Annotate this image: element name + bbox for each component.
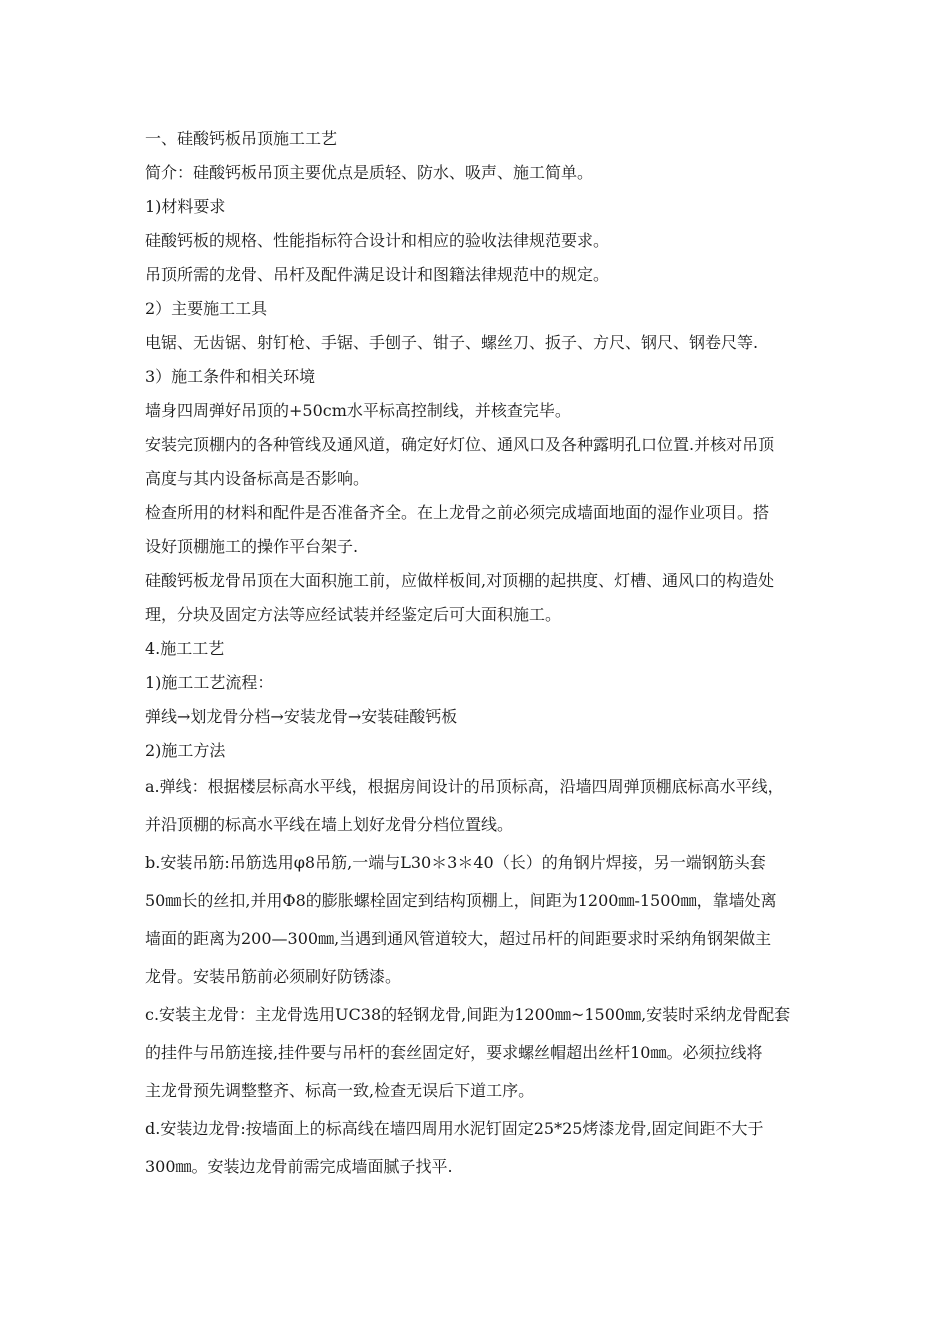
text-line: 的挂件与吊筋连接,挂件要与吊杆的套丝固定好，要求螺丝帽超出丝杆10㎜。必须拉线将 <box>145 1043 763 1062</box>
subheading-conditions: 3）施工条件和相关环境 <box>145 367 316 386</box>
text-line: 50㎜长的丝扣,并用Φ8的膨胀螺栓固定到结构顶棚上，间距为1200㎜-1500㎜，靠墙处离 <box>145 891 777 910</box>
subheading-tools: 2）主要施工工具 <box>145 299 268 318</box>
text-line: 龙骨。安装吊筋前必须刷好防锈漆。 <box>145 967 402 986</box>
subheading-process: 4.施工工艺 <box>145 639 225 658</box>
intro-paragraph: 简介：硅酸钙板吊顶主要优点是质轻、防水、吸声、施工简单。 <box>145 163 594 182</box>
text-line: 墙身四周弹好吊顶的+50cm水平标高控制线，并核查完毕。 <box>145 401 571 420</box>
document-body <box>145 122 815 1186</box>
subheading-flow: 1)施工工艺流程： <box>145 673 274 692</box>
text-line: a.弹线：根据楼层标高水平线，根据房间设计的吊顶标高，沿墙四周弹顶棚底标高水平线， <box>145 777 784 796</box>
section-heading: 一、硅酸钙板吊顶施工工艺 <box>145 129 338 148</box>
text-line: 硅酸钙板龙骨吊顶在大面积施工前，应做样板间,对顶棚的起拱度、灯槽、通风口的构造处 <box>145 571 775 590</box>
text-line: 墙面的距离为200—300㎜,当遇到通风管道较大，超过吊杆的间距要求时采纳角钢架做主 <box>145 929 772 948</box>
text-line: 主龙骨预先调整整齐、标高一致,检查无误后下道工序。 <box>145 1081 535 1100</box>
text-line: b.安装吊筋:吊筋选用φ8吊筋,一端与L30＊3＊40（长）的角钢片焊接，另一端钢筋头套 <box>145 853 766 872</box>
text-line: 300㎜。安装边龙骨前需完成墙面腻子找平. <box>145 1157 453 1176</box>
text-line: 吊顶所需的龙骨、吊杆及配件满足设计和图籍法律规范中的规定。 <box>145 265 610 284</box>
subheading-materials: 1)材料要求 <box>145 197 226 216</box>
subheading-method: 2)施工方法 <box>145 741 226 760</box>
text-line: 高度与其内设备标高是否影响。 <box>145 469 370 488</box>
text-line: 检查所用的材料和配件是否准备齐全。在上龙骨之前必须完成墙面地面的湿作业项目。搭 <box>145 503 770 522</box>
text-line: 硅酸钙板的规格、性能指标符合设计和相应的验收法律规范要求。 <box>145 231 610 250</box>
text-line: 理，分块及固定方法等应经试装并经鉴定后可大面积施工。 <box>145 605 562 624</box>
text-line: 设好顶棚施工的操作平台架子. <box>145 537 359 556</box>
text-line: d.安装边龙骨:按墙面上的标高线在墙四周用水泥钉固定25*25烤漆龙骨,固定间距不大于 <box>145 1119 764 1138</box>
text-line: c.安装主龙骨：主龙骨选用UC38的轻钢龙骨,间距为1200㎜~1500㎜,安装时采纳龙骨配套 <box>145 1005 791 1024</box>
text-line: 并沿顶棚的标高水平线在墙上划好龙骨分档位置线。 <box>145 815 514 834</box>
text-line: 安装完顶棚内的各种管线及通风道，确定好灯位、通风口及各种露明孔口位置.并核对吊顶 <box>145 435 775 454</box>
text-line: 电锯、无齿锯、射钉枪、手锯、手刨子、钳子、螺丝刀、扳子、方尺、钢尺、钢卷尺等. <box>145 333 759 352</box>
process-flow: 弹线→划龙骨分档→安装龙骨→安装硅酸钙板 <box>145 707 458 726</box>
